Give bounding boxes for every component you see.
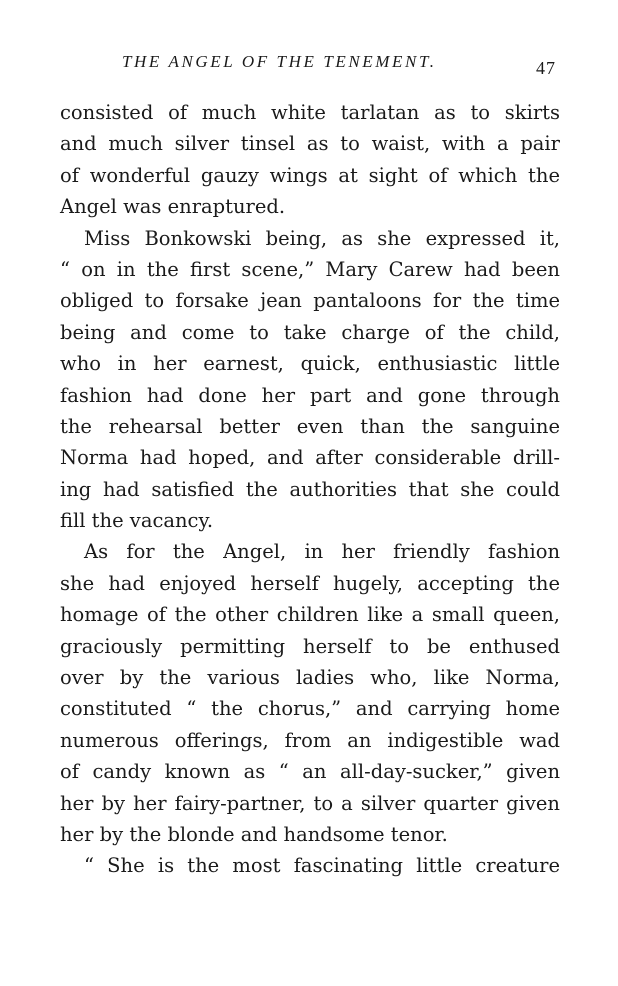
- running-title: THE ANGEL OF THE TENEMENT.: [122, 52, 437, 71]
- text-line: “ on in the first scene,” Mary Carew had been: [60, 257, 560, 281]
- text-line: graciously permitting herself to be enthused: [60, 634, 560, 658]
- text-line: she had enjoyed herself hugely, accepting the: [60, 571, 560, 595]
- text-line: of candy known as “ an all-day-sucker,” given: [60, 760, 560, 784]
- text-line: fashion had done her part and gone through: [60, 383, 560, 407]
- text-line: being and come to take charge of the child,: [60, 320, 560, 344]
- text-line: fill the vacancy.: [60, 509, 214, 533]
- text-line: “ She is the most fascinating little creature: [84, 854, 560, 878]
- text-line: ing had satisfied the authorities that she could: [60, 477, 560, 501]
- text-line: obliged to forsake jean pantaloons for the time: [60, 289, 560, 313]
- text-line: her by the blonde and handsome tenor.: [60, 822, 448, 846]
- text-line: Miss Bonkowski being, as she expressed it,: [84, 226, 560, 250]
- text-line: and much silver tinsel as to waist, with a pair: [60, 132, 560, 156]
- text-line: constituted “ the chorus,” and carrying home: [60, 697, 560, 721]
- text-line: consisted of much white tarlatan as to skirts: [60, 101, 560, 124]
- text-line: homage of the other children like a small queen,: [60, 603, 560, 627]
- text-line: Angel was enraptured.: [60, 195, 286, 219]
- body-text: [60, 97, 560, 882]
- text-line: who in her earnest, quick, enthusiastic little: [60, 352, 560, 376]
- running-head: [60, 50, 560, 80]
- text-line: As for the Angel, in her friendly fashion: [84, 540, 560, 564]
- page-number: 47: [536, 58, 556, 78]
- text-line: of wonderful gauzy wings at sight of which the: [60, 163, 560, 187]
- text-line: the rehearsal better even than the sanguine: [60, 414, 560, 438]
- text-line: numerous offerings, from an indigestible wad: [60, 728, 560, 752]
- text-line: her by her fairy-partner, to a silver quarter given: [60, 791, 560, 815]
- text-line: Norma had hoped, and after considerable drill-: [60, 446, 560, 470]
- text-line: over by the various ladies who, like Norma,: [60, 666, 560, 690]
